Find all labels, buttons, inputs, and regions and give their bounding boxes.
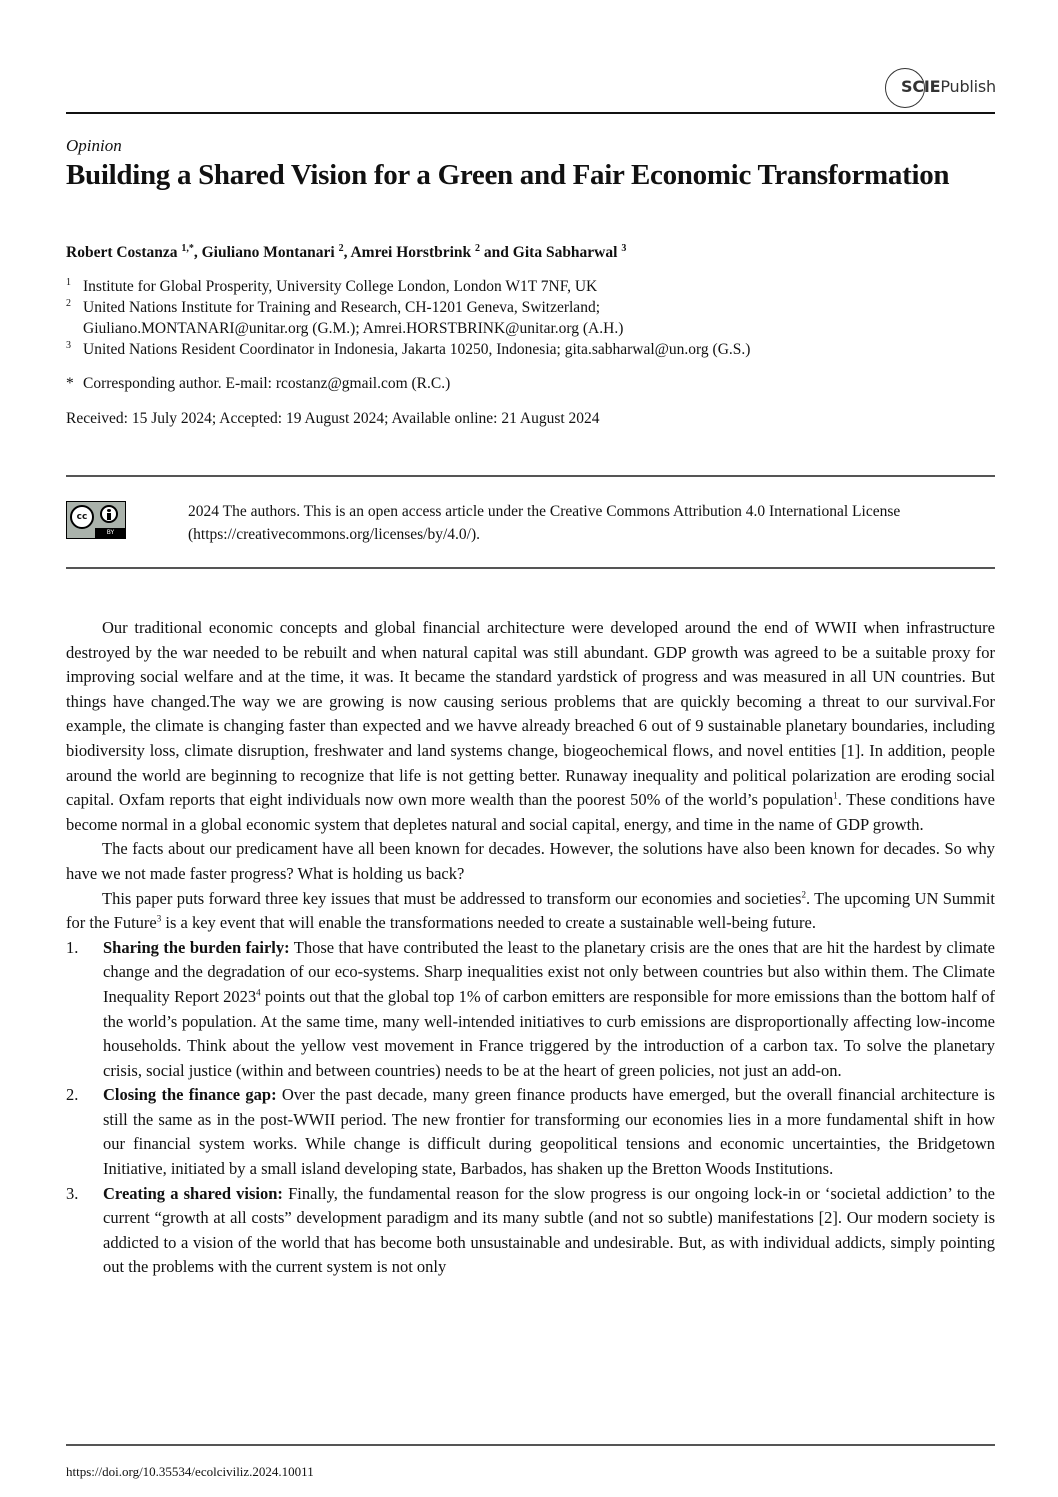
corresponding-text[interactable]: Corresponding author. E-mail: rcostanz@gmail.com (R.C.) bbox=[83, 375, 451, 392]
publication-dates: Received: 15 July 2024; Accepted: 19 August 2024; Available online: 21 August 2024 bbox=[66, 410, 600, 427]
license-divider-bottom bbox=[66, 567, 995, 569]
key-issues-list bbox=[66, 936, 995, 1280]
affiliation-text: United Nations Resident Coordinator in Indonesia, Jakarta 10250, Indonesia; gita.sabharwal@un.org (G.S.) bbox=[83, 341, 751, 358]
article-title: Building a Shared Vision for a Green and Fair Economic Transformation bbox=[66, 159, 950, 191]
list-item-heading: Creating a shared vision: bbox=[103, 1183, 283, 1203]
author-affiliation-mark: 1,* bbox=[181, 243, 194, 254]
affiliation-text: United Nations Institute for Training and Research, CH-1201 Geneva, Switzerland; bbox=[83, 299, 600, 316]
corresponding-author bbox=[66, 375, 450, 393]
affiliation-item bbox=[66, 339, 750, 360]
affiliation-number: 1 bbox=[66, 277, 71, 288]
affiliation-item bbox=[66, 276, 750, 297]
author-name: Robert Costanza bbox=[66, 244, 178, 262]
author-affiliation-mark: 2 bbox=[338, 243, 344, 254]
footnote-ref[interactable]: 1 bbox=[833, 790, 838, 801]
list-item-heading: Sharing the burden fairly: bbox=[103, 937, 290, 957]
corresponding-mark: * bbox=[66, 375, 74, 392]
license-divider-top bbox=[66, 475, 995, 477]
doi-link[interactable]: https://doi.org/10.35534/ecolciviliz.2024.10011 bbox=[66, 1464, 314, 1479]
list-item: 2. Closing the finance gap: Over the past decade, many green finance products have emerged, but the overall financial architecture is still the same as in the post-WWII period. The new frontier for transforming our economies lies in a more fundamental shift in how our financial system works. While change is difficult during geopolitical tensions and economic uncertainties, the Bridgetown Initiative, initiated by a small island developing state, Barbados, has shaken up the Bretton Woods Institutions. bbox=[66, 1085, 995, 1179]
author-list: Robert Costanza $^{1,*}$, Giuliano Montanari $^2$, Amrei Horstbrink $^2$ and Gita Sabharwal $^3$ bbox=[66, 243, 627, 262]
author-name: Gita Sabharwal bbox=[512, 244, 618, 262]
list-number: 3. bbox=[66, 1183, 79, 1203]
logo-text: SCIEPublish bbox=[901, 77, 996, 96]
license-text: 2024 The authors. This is an open access article under the Creative Commons Attribution 4.0 International License bbox=[188, 503, 901, 520]
by-label: BY bbox=[95, 528, 126, 538]
author-name: Giuliano Montanari bbox=[201, 244, 335, 262]
attribution-person-icon bbox=[100, 505, 118, 523]
cc-by-license-badge[interactable] bbox=[66, 501, 126, 539]
body-paragraph: The facts about our predicament have all been known for decades. However, the solutions have also been known for decades. So why have we not made faster progress? What is holding us back? bbox=[66, 839, 995, 883]
list-number: 1. bbox=[66, 937, 79, 957]
article-body bbox=[66, 616, 995, 1280]
list-item: 1. Sharing the burden fairly: Those that have contributed the least to the planetary crisis are the ones that are hit the hardest by climate change and the degradation of our eco-systems. Sharp inequalities exist not only between countries but also within them. The Climate Inequality Report 2023$^4$ points out that the global top 1% of carbon emitters are responsible for more emissions than the bottom half of the world’s population. At the same time, many well-intended initiatives to curb emissions are disproportionally affecting low-income households. Think about the yellow vest movement in France triggered by the introduction of a carbon tax. To solve the planetary crisis, social justice (within and between countries) needs to be at the heart of green policies, not just an add-on. bbox=[66, 937, 995, 1080]
author-affiliation-mark: 3 bbox=[621, 243, 627, 254]
author-affiliation-mark: 2 bbox=[475, 243, 481, 254]
author-name: Amrei Horstbrink bbox=[350, 244, 472, 262]
affiliation-list bbox=[66, 276, 750, 360]
footnote-ref[interactable]: 4 bbox=[256, 987, 261, 998]
body-paragraph: Our traditional economic concepts and global financial architecture were developed around the end of WWII when infrastructure destroyed by the war needed to be rebuilt and when natural capital was still abundant. GDP growth was agreed to be a suitable proxy for improving social welfare and at the time, it was. It became the standard yardstick of progress and was measured in all UN countries. But things have changed.The way we are growing is now causing serious problems that are quickly becoming a threat to our survival.For example, the climate is changing faster than expected and we havve already breached 6 out of 9 sustainable planetary boundaries, including biodiversity loss, climate disruption, freshwater and land systems change, biogeochemical flows, and novel entities [1]. In addition, people around the world are beginning to recognize that life is not getting better. Runaway inequality and political polarization are eroding social capital. Oxfam reports that eight individuals now own more wealth than the poorest 50% of the world’s population$^1$. These conditions have become normal in a global economic system that depletes natural and social capital, energy, and time in the name of GDP growth. bbox=[66, 618, 995, 834]
footer-divider bbox=[66, 1444, 995, 1446]
body-paragraph: This paper puts forward three key issues that must be addressed to transform our economies and societies$^2$. The upcoming UN Summit for the Future$^3$ is a key event that will enable the transformations needed to create a sustainable well-being future. bbox=[66, 888, 995, 933]
affiliation-number: 2 bbox=[66, 298, 71, 309]
footnote-ref[interactable]: 2 bbox=[801, 889, 806, 900]
license-statement bbox=[188, 500, 998, 546]
affiliation-text: Institute for Global Prosperity, University College London, London W1T 7NF, UK bbox=[83, 278, 598, 295]
license-link[interactable]: (https://creativecommons.org/licenses/by/4.0/). bbox=[188, 526, 481, 543]
affiliation-number: 3 bbox=[66, 340, 71, 351]
affiliation-item bbox=[66, 297, 750, 339]
list-number: 2. bbox=[66, 1085, 79, 1105]
article-type: Opinion bbox=[66, 136, 122, 155]
list-item: 3. Creating a shared vision: Finally, the fundamental reason for the slow progress is our ongoing lock-in or ‘societal addiction’ to the current “growth at all costs” development paradigm and its many subtle (and not so subtle) manifestations [2]. Our modern society is addicted to a vision of the world that has become both unsustainable and undesirable. But, as with individual addicts, simply pointing out the problems with the current system is not only bbox=[66, 1183, 995, 1277]
cc-icon: cc bbox=[70, 505, 94, 529]
footnote-ref[interactable]: 3 bbox=[156, 913, 162, 924]
affiliation-emails[interactable]: Giuliano.MONTANARI@unitar.org (G.M.); Amrei.HORSTBRINK@unitar.org (A.H.) bbox=[83, 320, 624, 337]
list-item-heading: Closing the finance gap: bbox=[103, 1085, 277, 1105]
header-divider bbox=[66, 112, 995, 114]
